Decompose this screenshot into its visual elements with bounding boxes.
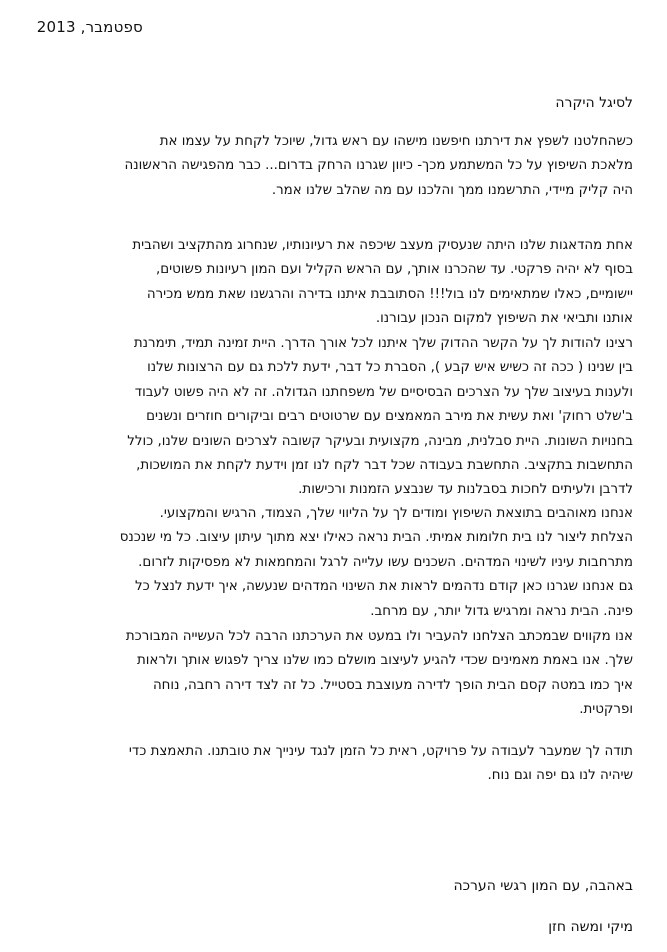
paragraph-line: ופרקטית.: [579, 702, 633, 718]
paragraph-line: רצינו להודות לך על הקשר ההדוק שלך איתנו לכל אורך הדרך. היית זמינה תמיד, תימרנת: [133, 336, 633, 351]
paragraph-line: איך כמו במטה קסם הבית הופך לדירה מעוצבת בסטייל. כל זה לצד דירה רחבה, נוחה: [152, 677, 633, 693]
paragraph-line: שלך. אנו באמת מאמינים שכדי להגיע לעיצוב מושלם כמו שלנו צריך לפגוש אותך ולראות: [136, 653, 633, 669]
closing-line: באהבה, עם המון רגשי הערכה: [453, 878, 633, 894]
paragraph: [33, 740, 633, 789]
paragraph-line: ולענות בעיצוב שלך על הצרכים הבסיסיים של משפחתנו הגדולה. זה לא היה פשוט לעבוד: [134, 384, 633, 400]
paragraph-line: אחת מהדאגות שלנו היתה שנעסיק מעצב שיכפה את רעיונותיו, שנחרוג מהתקציב ושהבית: [132, 238, 633, 253]
paragraph: [33, 234, 633, 332]
signature: מיקי ומשה חזן: [548, 919, 633, 935]
paragraph-line: מתרחבות עיניו לשינוי המדהים. השכנים עשו עלייה לרגל והמחמאות לא מפסיקות לזרום.: [138, 554, 633, 570]
paragraph-line: ב'שלט רחוק' ואת עשית את מירב המאמצים עם שרטוטים רבים וביקורים חוזרים ונשנים: [146, 409, 633, 425]
paragraph-line: פינה. הבית נראה ומרגיש גדול יותר, עם מרחב.: [370, 603, 633, 619]
paragraph-line: התחשבות בתקציב. התחשבת בעבודה שכל דבר לקח לנו זמן וידעת לקחת את המושכות,: [136, 458, 633, 474]
paragraph: [33, 502, 633, 624]
letter-date: ספטמבר, 2013: [36, 18, 143, 36]
paragraph-line: אנחנו מאוהבים בתוצאת השיפוץ ומודים לך על הליווי שלך, הצמוד, הרגיש והמקצועי.: [159, 506, 633, 521]
paragraph-line: כשהחלטנו לשפץ את דירתנו חיפשנו מישהו עם ראש גדול, שיוכל לקחת על עצמו את: [159, 134, 633, 149]
paragraph-line: הצלחת ליצור לנו בית חלומות אמיתי. הבית נראה כאילו יצא מתוך עיתון עיצוב. כל מי שנכנס: [119, 530, 633, 546]
paragraph: [33, 130, 633, 203]
paragraph-line: מלאכת השיפוץ על כל המשתמע מכך- כיוון שגרנו הרחק בדרום... כבר מהפגישה הראשונה: [124, 158, 633, 174]
paragraph-line: אנו מקווים שבמכתב הצלחנו להעביר ולו במעט את הערכתנו הרבה לכל העשייה המבורכת: [125, 629, 633, 644]
paragraph-line: גם אנחנו שגרנו כאן קודם נדהמים לראות את השינוי המדהים שנעשה, איך ידעת לנצל כל: [135, 579, 633, 595]
paragraph-line: בין שנינו ( ככה זה כשיש איש קבע ), הסברת כל דבר, ידעת ללכת גם עם הרצונות שלנו: [147, 360, 633, 376]
paragraph-line: בחנויות השונות. היית סבלנית, מבינה, מקצועית ובעיקר קשובה לצרכים השונים שלנו, כולל: [127, 433, 633, 449]
paragraph-line: שיהיה לנו גם יפה וגם נוח.: [487, 768, 633, 784]
paragraph: [33, 625, 633, 723]
paragraph-line: תודה לך שמעבר לעבודה על פרויקט, ראית כל הזמן לנגד עינייך את טובתנו. התאמצת כדי: [128, 744, 633, 759]
paragraph-line: היה קליק מיידי, התרשמנו ממך והלכנו עם מה שהלב שלנו אמר.: [271, 182, 633, 198]
paragraph-line: יישומיים, כאלו שמתאימים לנו בול!!! הסתובבת איתנו בדירה והרגשנו שאת ממש מכירה: [146, 286, 633, 302]
paragraph: [33, 332, 633, 503]
paragraph-line: אותנו ותביאי את השיפוץ למקום הנכון עבורנו.: [375, 311, 633, 327]
salutation: לסיגל היקרה: [555, 95, 633, 111]
paragraph-line: בסוף לא יהיה פרקטי. עד שהכרנו אותך, עם הראש הקליל ועם המון רעיונות פשוטים,: [155, 262, 633, 278]
paragraph-line: לדרבן ולעיתים לחכות בסבלנות עד שנבצע הזמנות ורכישות.: [298, 482, 633, 498]
